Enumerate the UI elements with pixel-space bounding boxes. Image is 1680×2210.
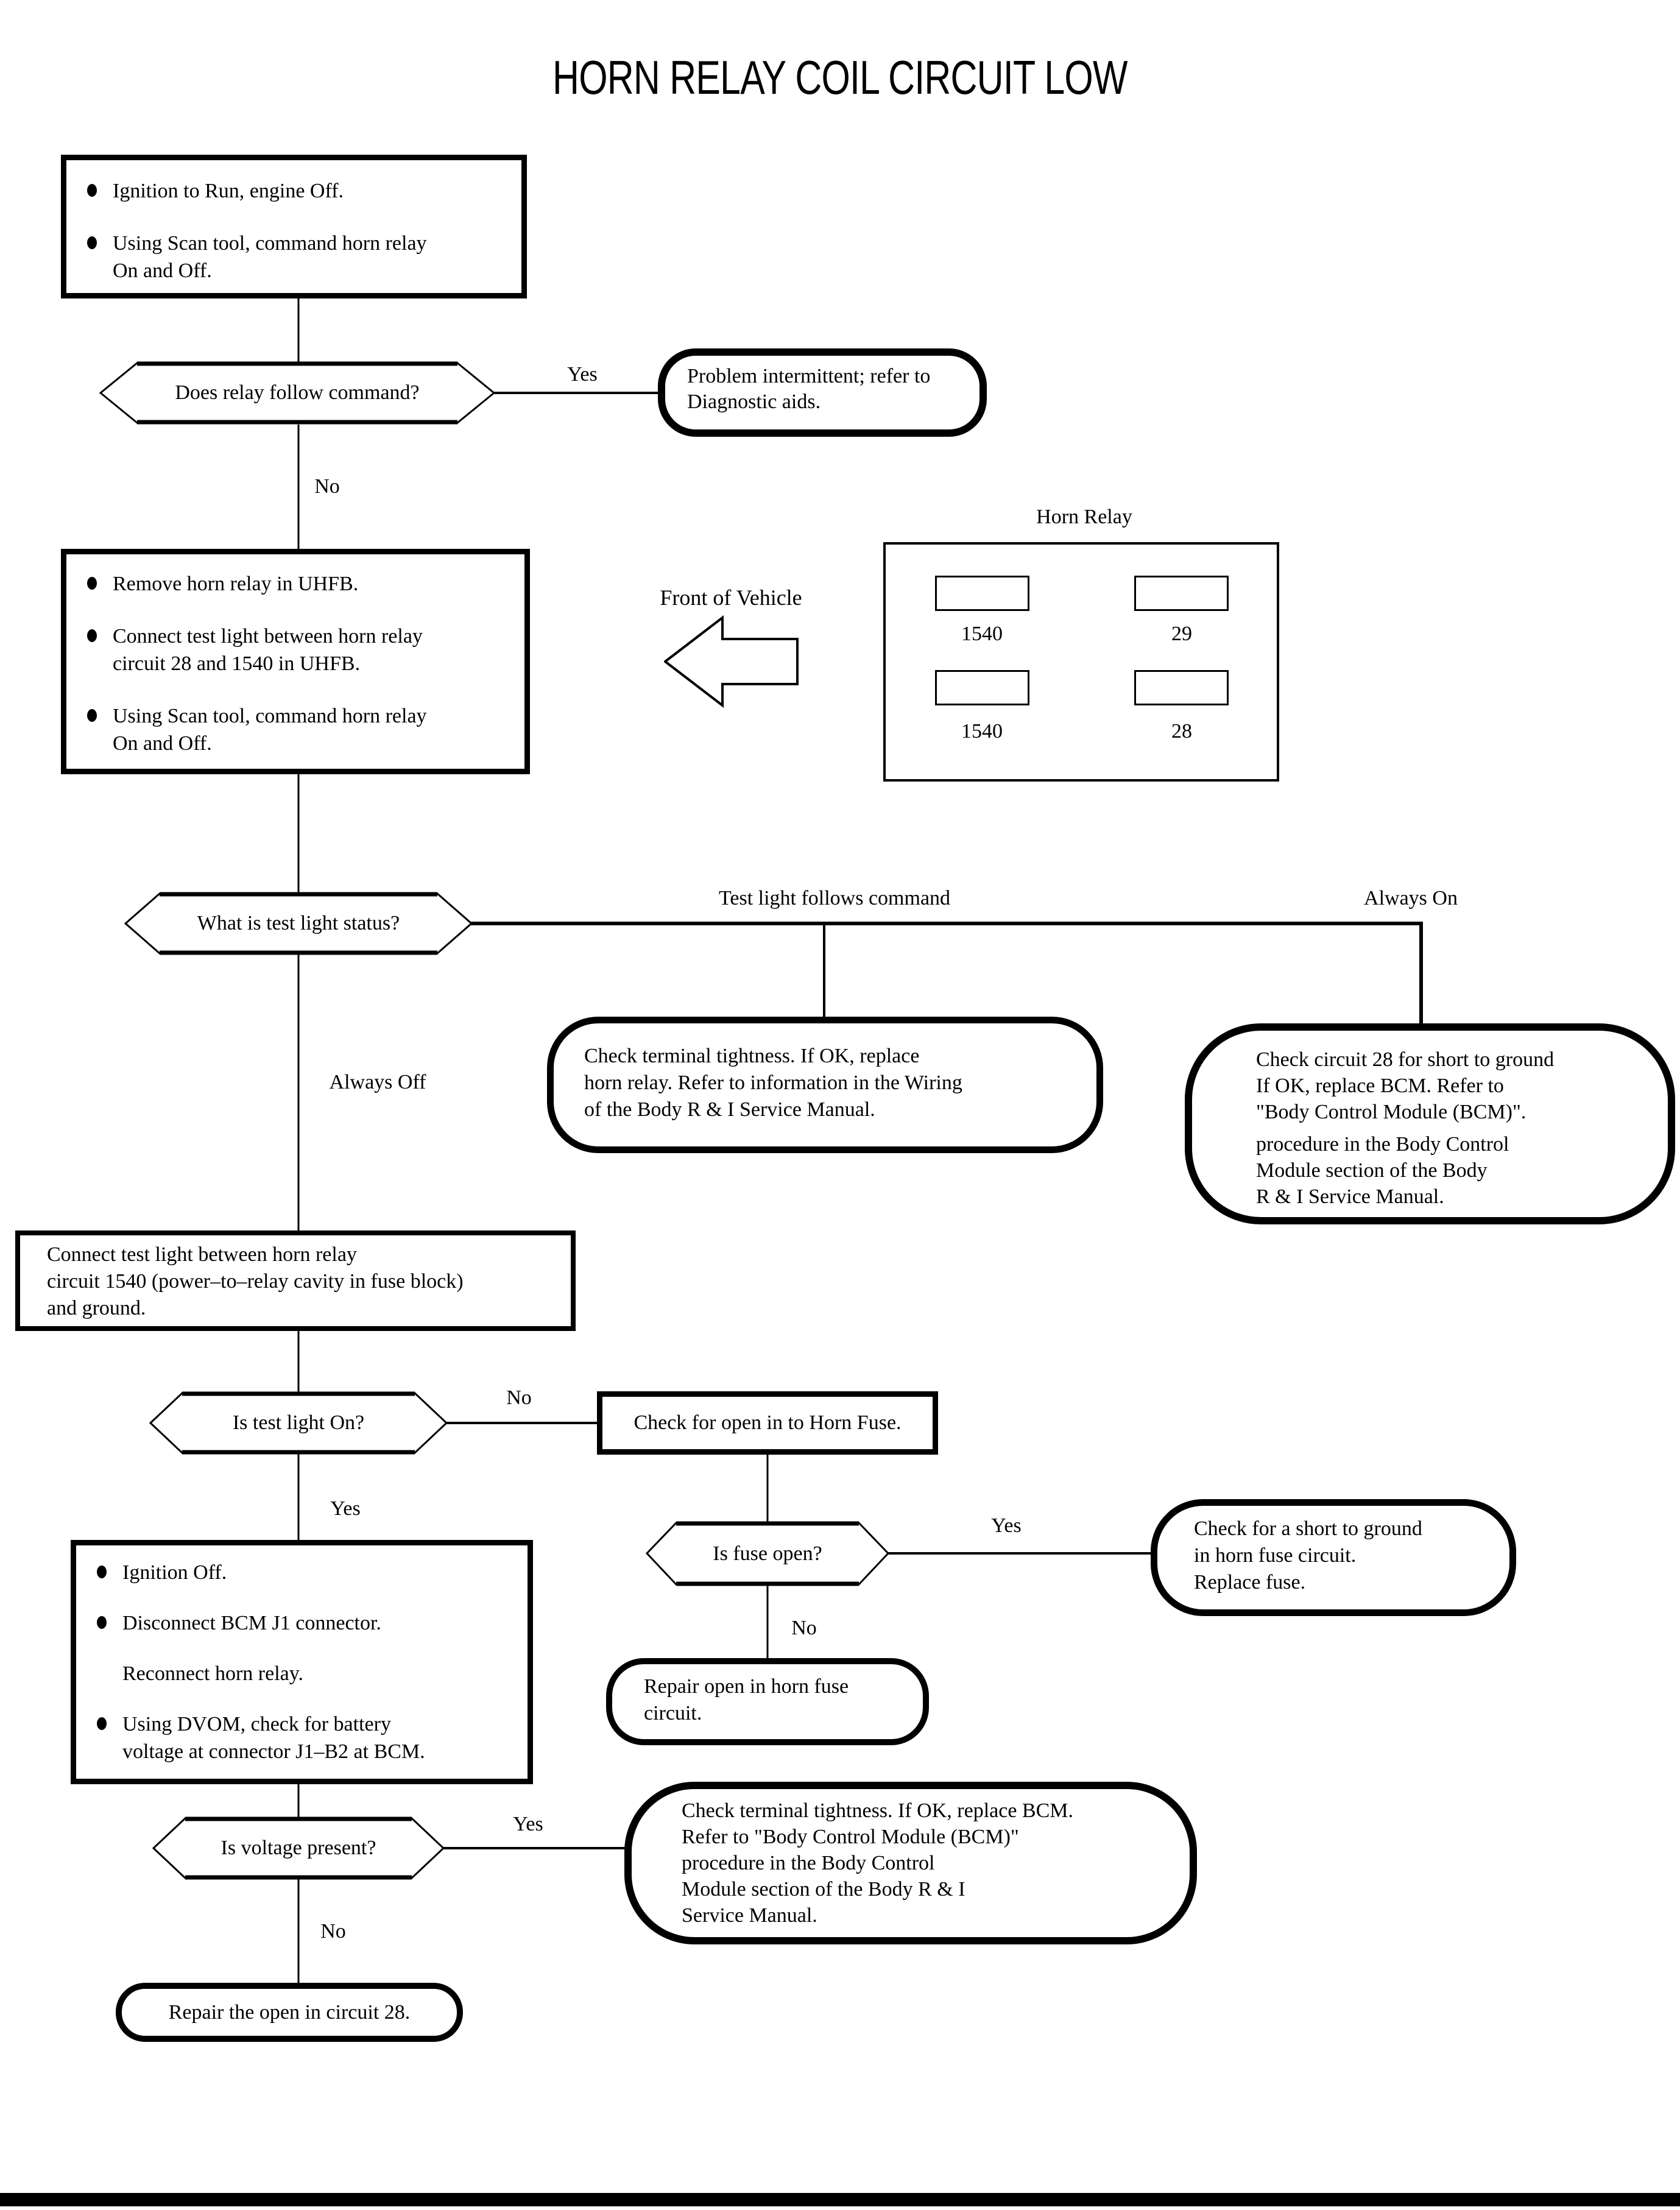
bullet-item [97,1710,518,1765]
left-arrow-icon [664,615,799,708]
bullet-icon [87,236,97,249]
terminal-text: Module section of the Body [1256,1159,1488,1182]
bullet-item [97,1609,518,1637]
step-text: Connect test light between horn relay [113,625,423,648]
terminal-text: Check terminal tightness. If OK, replace BCM. [682,1799,1074,1822]
terminal-text: Repair open in horn fuse [644,1675,849,1698]
branch-label-follows: Test light follows command [718,887,951,909]
step-text: Using DVOM, check for battery [122,1713,391,1735]
bullet-item [97,1660,518,1687]
step-text: and ground. [47,1297,146,1319]
step-remove-horn-relay [61,549,530,774]
step-text: circuit 1540 (power–to–relay cavity in fuse block) [47,1270,464,1293]
branch-label-no: No [314,475,340,498]
terminal-text: R & I Service Manual. [1256,1185,1444,1208]
relay-cavity [935,576,1029,611]
pin-label: 1540 [961,623,1003,645]
terminal-text: horn relay. Refer to information in the Wiring [584,1071,962,1094]
step-text: On and Off. [113,259,212,282]
step-check-open-horn-fuse [597,1391,938,1455]
bullet-item [87,623,512,677]
terminal-text: Diagnostic aids. [687,390,821,413]
terminal-text: circuit. [644,1702,702,1725]
branch-label-yes: Yes [991,1514,1022,1537]
horn-relay-title: Horn Relay [1036,506,1132,528]
bullet-icon [97,1616,107,1629]
terminal-text: Problem intermittent; refer to [687,365,931,387]
terminal-text: "Body Control Module (BCM)". [1256,1101,1526,1123]
bullet-item [87,177,509,205]
step-text: Using Scan tool, command horn relay [113,705,427,727]
bullet-item [87,702,512,757]
terminal-check-circuit-28 [1185,1023,1675,1224]
decision-question: Does relay follow command? [175,381,420,404]
terminal-short-to-ground-fuse [1151,1499,1516,1616]
pin-label: 1540 [961,720,1003,743]
step-text: Using Scan tool, command horn relay [113,232,427,255]
bullet-icon [87,577,97,590]
step-text: Remove horn relay in UHFB. [113,573,359,595]
step-ignition-off [71,1540,533,1784]
footer-bar [0,2193,1680,2206]
terminal-text: If OK, replace BCM. Refer to [1256,1075,1504,1097]
relay-cavity [935,670,1029,705]
terminal-text: procedure in the Body Control [1256,1133,1509,1156]
relay-cavity [1134,576,1229,611]
branch-label-yes: Yes [567,363,598,386]
terminal-repair-open-circuit-28 [116,1983,463,2042]
decision-relay-follow [99,361,495,425]
pin-label: 29 [1171,623,1192,645]
branch-label-always-on: Always On [1364,887,1458,909]
step-connect-test-light-1540 [15,1230,576,1331]
terminal-problem-intermittent [658,348,987,437]
terminal-text: Repair the open in circuit 28. [168,2000,411,2024]
decision-voltage-present [152,1816,445,1880]
terminal-text: Check circuit 28 for short to ground [1256,1048,1555,1071]
decision-question: Is test light On? [232,1411,365,1434]
terminal-text: Refer to "Body Control Module (BCM)" [682,1826,1019,1848]
terminal-repair-open-fuse [606,1658,929,1745]
branch-label-no: No [320,1920,346,1943]
page-title [0,50,1680,105]
step-ignition-run [61,155,527,298]
terminal-text: procedure in the Body Control [682,1852,935,1874]
step-text: Check for open in to Horn Fuse. [634,1411,902,1434]
front-of-vehicle-label: Front of Vehicle [660,585,802,610]
pin-label: 28 [1171,720,1192,743]
bullet-icon [97,1717,107,1730]
terminal-text: Check for a short to ground [1194,1517,1422,1540]
terminal-replace-horn-relay [547,1017,1103,1153]
decision-test-light-status [124,892,473,955]
decision-question: What is test light status? [197,912,400,934]
page-title-text: HORN RELAY COIL CIRCUIT LOW [552,51,1128,104]
bullet-icon [87,629,97,642]
terminal-text: Module section of the Body R & I [682,1878,965,1901]
decision-question: Is voltage present? [221,1837,376,1859]
step-text: On and Off. [113,732,212,755]
terminal-text: Service Manual. [682,1904,817,1927]
step-text: Ignition to Run, engine Off. [113,180,344,202]
branch-label-yes: Yes [330,1497,361,1520]
branch-label-no: No [506,1386,532,1409]
branch-label-always-off: Always Off [329,1071,426,1093]
bullet-icon [97,1566,107,1578]
decision-question: Is fuse open? [713,1542,822,1565]
step-text: Disconnect BCM J1 connector. [122,1612,381,1634]
bullet-item [87,230,509,284]
terminal-text: of the Body R & I Service Manual. [584,1098,875,1121]
terminal-text: Check terminal tightness. If OK, replace [584,1045,920,1067]
bullet-icon [87,184,97,197]
step-text: Ignition Off. [122,1561,227,1584]
terminal-replace-bcm [624,1782,1197,1944]
bullet-icon [87,709,97,722]
step-text: circuit 28 and 1540 in UHFB. [113,652,361,675]
branch-label-no: No [791,1617,817,1639]
step-text: voltage at connector J1–B2 at BCM. [122,1740,425,1763]
branch-label-yes: Yes [513,1813,543,1835]
bullet-item [97,1559,518,1586]
terminal-text: in horn fuse circuit. [1194,1544,1357,1567]
decision-test-light-on [149,1391,448,1455]
step-text: Reconnect horn relay. [122,1662,304,1685]
bullet-item [87,570,512,598]
relay-cavity [1134,670,1229,705]
terminal-text: Replace fuse. [1194,1571,1306,1594]
step-text: Connect test light between horn relay [47,1243,357,1266]
decision-fuse-open [646,1521,889,1586]
